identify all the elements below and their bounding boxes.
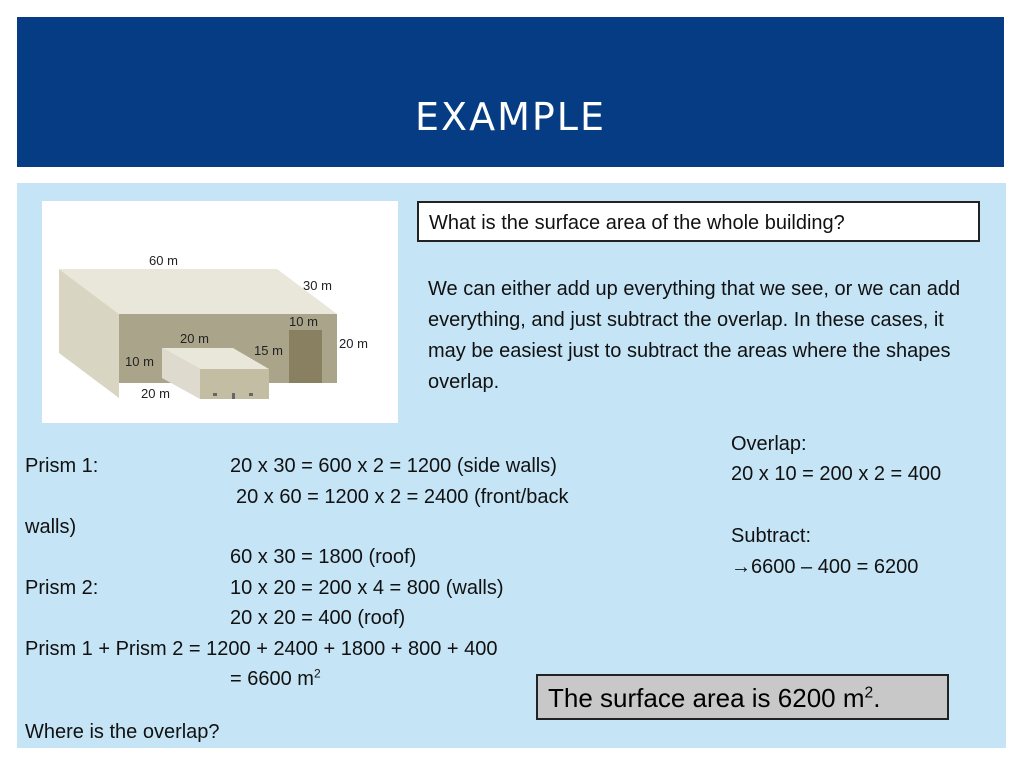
slide-title: EXAMPLE [415,95,606,139]
overlap-question: Where is the overlap? [25,721,220,743]
small-window [249,393,253,396]
prism1-roof: 60 x 30 = 1800 (roof) [230,546,417,568]
building-illustration [42,201,398,423]
label-top-length: 60 m [149,253,178,268]
label-small-width: 20 m [180,331,209,346]
prism2-label: Prism 2: [25,577,99,599]
subtract-calc: 6600 – 400 = 6200 [751,556,919,578]
door [289,330,322,383]
prism2-walls: 10 x 20 = 200 x 4 = 800 (walls) [230,577,504,599]
subtract-line [731,555,918,579]
label-height: 20 m [339,336,368,351]
arrow-right-icon: → [731,556,751,578]
building-figure [42,201,398,423]
question-box: What is the surface area of the whole building? [417,201,980,242]
sum-line: Prism 1 + Prism 2 = 1200 + 2400 + 1800 + 800 + 400 [25,638,498,660]
label-door-width: 10 m [289,314,318,329]
subtract-label: Subtract: [731,525,812,547]
total-line [230,667,321,691]
label-small-height: 10 m [125,354,154,369]
prism1-side-walls: 20 x 30 = 600 x 2 = 1200 (side walls) [230,455,557,477]
title-bar [17,17,1004,167]
total-exponent: 2 [313,666,321,681]
prism1-front-back-walls: 20 x 60 = 1200 x 2 = 2400 (front/back [236,486,569,508]
answer-box [536,674,949,720]
answer-exponent: 2 [864,684,874,702]
prism1-label: Prism 1: [25,455,99,477]
overlap-calc: 20 x 10 = 200 x 2 = 400 [731,463,942,485]
small-door [232,393,235,399]
answer-text: The surface area is 6200 m [548,683,865,713]
overlap-label: Overlap: [731,433,807,455]
answer-suffix: . [873,683,881,713]
label-door-height: 15 m [254,343,283,358]
label-depth: 30 m [303,278,332,293]
prism1-front-back-walls-cont: walls) [25,516,77,538]
prism2-roof: 20 x 20 = 400 (roof) [230,607,406,629]
explanation-text: We can either add up everything that we see, or we can add everything, and just subtract the overlap. In these cases, it may be easiest just to subtract the areas where the shapes overlap. [428,278,961,393]
small-window [213,393,217,396]
label-small-depth: 20 m [141,386,170,401]
total-value: = 6600 m [230,668,314,690]
